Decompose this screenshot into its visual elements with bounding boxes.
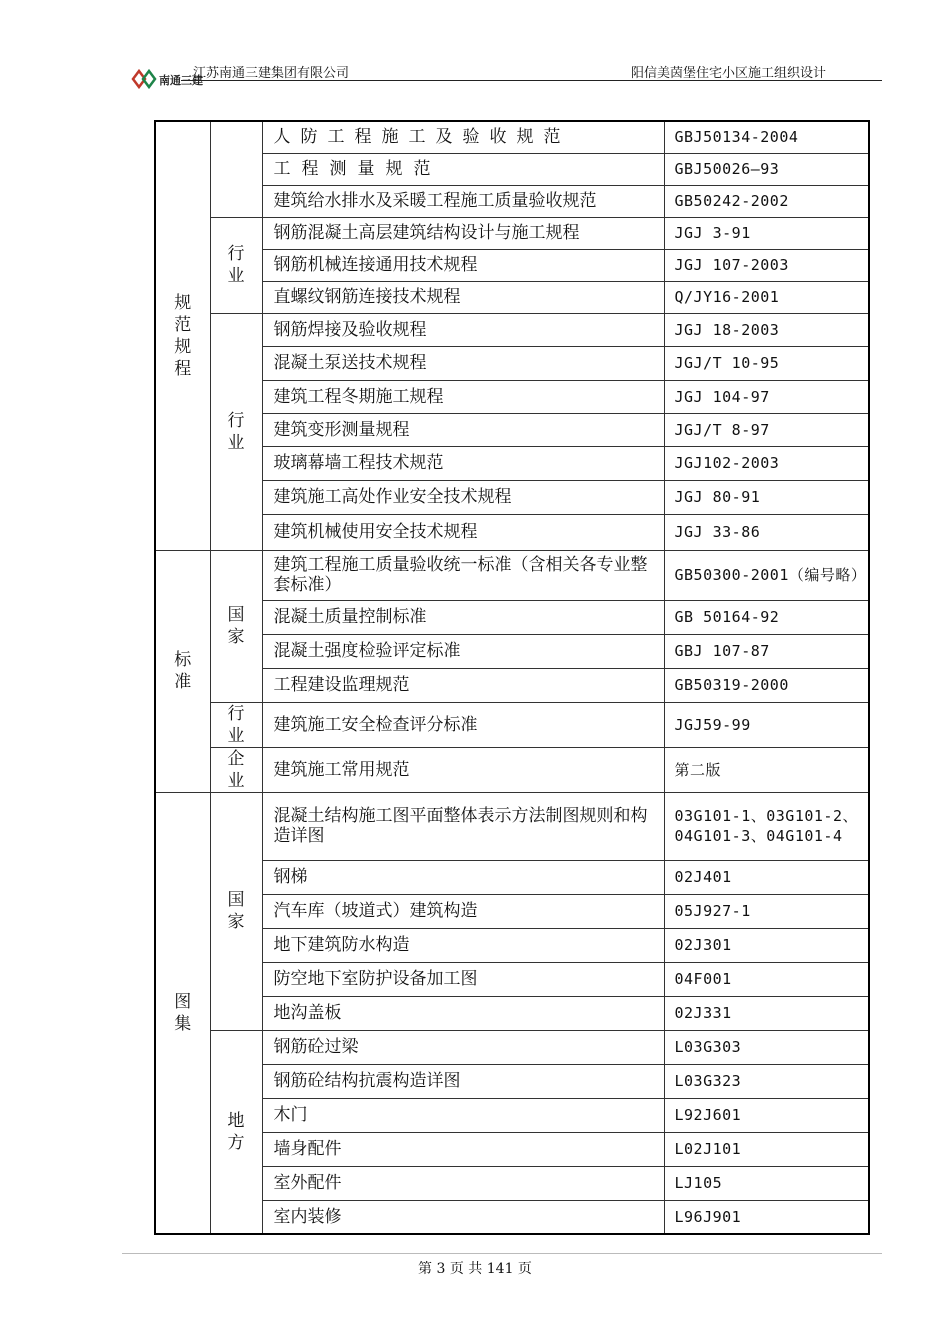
- standard-name: 建筑机械使用安全技术规程: [262, 514, 664, 550]
- subcategory-cell: 企业: [210, 747, 262, 792]
- subcategory-cell: 国家: [210, 550, 262, 702]
- standard-name: 建筑施工常用规范: [262, 747, 664, 792]
- standard-code: L03G323: [664, 1064, 869, 1098]
- subcategory-cell: 行业: [210, 217, 262, 313]
- svg-text:南通三建: 南通三建: [159, 74, 203, 87]
- standard-code: 第二版: [664, 747, 869, 792]
- standard-name: 工程测量规范: [262, 153, 664, 185]
- category-cell: 图集: [155, 792, 210, 1234]
- table-row: [155, 1166, 869, 1200]
- standard-name: 建筑工程冬期施工规程: [262, 380, 664, 413]
- standard-code: GBJ 107-87: [664, 634, 869, 668]
- standard-code: L96J901: [664, 1200, 869, 1234]
- standard-name: 钢筋机械连接通用技术规程: [262, 249, 664, 281]
- footer-divider: [122, 1253, 882, 1254]
- standard-code: LJ105: [664, 1166, 869, 1200]
- standard-code: 03G101-1、03G101-2、04G101-3、04G101-4: [664, 792, 869, 860]
- standard-name: 钢筋砼结构抗震构造详图: [262, 1064, 664, 1098]
- subcategory-cell: 国家: [210, 792, 262, 1030]
- standard-code: GB50300-2001（编号略）: [664, 550, 869, 600]
- page-header: [125, 60, 882, 87]
- table-row: [155, 1200, 869, 1234]
- table-row: [155, 514, 869, 550]
- standard-code: JGJ 104-97: [664, 380, 869, 413]
- table-row: [155, 792, 869, 860]
- standard-code: JGJ 80-91: [664, 480, 869, 514]
- standard-code: JGJ/T 8-97: [664, 413, 869, 446]
- standard-name: 玻璃幕墙工程技术规范: [262, 446, 664, 480]
- table-row: [155, 313, 869, 346]
- standard-code: L92J601: [664, 1098, 869, 1132]
- standard-name: 钢筋混凝土高层建筑结构设计与施工规程: [262, 217, 664, 249]
- subcategory-cell: [210, 121, 262, 217]
- standard-name: 建筑变形测量规程: [262, 413, 664, 446]
- table-row: [155, 281, 869, 313]
- standard-code: GB50242-2002: [664, 185, 869, 217]
- standard-name: 防空地下室防护设备加工图: [262, 962, 664, 996]
- subcategory-cell: 地方: [210, 1030, 262, 1234]
- table-row: [155, 962, 869, 996]
- table-row: [155, 153, 869, 185]
- standard-code: 04F001: [664, 962, 869, 996]
- standard-code: 02J401: [664, 860, 869, 894]
- table-row: [155, 634, 869, 668]
- standard-name: 钢筋焊接及验收规程: [262, 313, 664, 346]
- table-row: [155, 860, 869, 894]
- standard-code: GBJ50026—93: [664, 153, 869, 185]
- standard-code: GB 50164-92: [664, 600, 869, 634]
- standard-name: 墙身配件: [262, 1132, 664, 1166]
- standard-name: 人防工程施工及验收规范: [262, 121, 664, 153]
- standard-code: GBJ50134-2004: [664, 121, 869, 153]
- standard-code: JGJ59-99: [664, 702, 869, 747]
- standard-code: L03G303: [664, 1030, 869, 1064]
- header-project: 阳信美茵堡住宅小区施工组织设计: [630, 66, 826, 81]
- table-row: [155, 249, 869, 281]
- table-row: [155, 1098, 869, 1132]
- standard-code: JGJ102-2003: [664, 446, 869, 480]
- table-row: [155, 1064, 869, 1098]
- subcategory-cell: 行业: [210, 313, 262, 550]
- standard-name: 钢梯: [262, 860, 664, 894]
- standard-code: JGJ 3-91: [664, 217, 869, 249]
- table-row: [155, 996, 869, 1030]
- standard-code: JGJ 18-2003: [664, 313, 869, 346]
- table-row: [155, 702, 869, 747]
- table-row: [155, 600, 869, 634]
- standard-code: JGJ 107-2003: [664, 249, 869, 281]
- header-divider: [181, 80, 882, 81]
- standard-name: 木门: [262, 1098, 664, 1132]
- standard-code: GB50319-2000: [664, 668, 869, 702]
- standard-name: 地沟盖板: [262, 996, 664, 1030]
- table-row: [155, 446, 869, 480]
- table-row: [155, 380, 869, 413]
- standard-name: 混凝土强度检验评定标准: [262, 634, 664, 668]
- standards-table: [154, 120, 870, 1235]
- table-row: [155, 928, 869, 962]
- category-cell: 规范规程: [155, 121, 210, 550]
- header-company: 江苏南通三建集团有限公司: [193, 66, 350, 81]
- standard-name: 混凝土结构施工图平面整体表示方法制图规则和构造详图: [262, 792, 664, 860]
- table-row: [155, 894, 869, 928]
- standard-name: 直螺纹钢筋连接技术规程: [262, 281, 664, 313]
- standard-code: 02J301: [664, 928, 869, 962]
- table-row: [155, 185, 869, 217]
- category-cell: 标准: [155, 550, 210, 792]
- standard-code: 02J331: [664, 996, 869, 1030]
- table-row: [155, 217, 869, 249]
- page-number: 第 3 页 共 141 页: [418, 1261, 532, 1277]
- table-row: [155, 747, 869, 792]
- standard-name: 工程建设监理规范: [262, 668, 664, 702]
- table-row: [155, 480, 869, 514]
- standard-code: JGJ/T 10-95: [664, 346, 869, 380]
- standard-code: L02J101: [664, 1132, 869, 1166]
- table-row: [155, 1132, 869, 1166]
- standard-name: 室内装修: [262, 1200, 664, 1234]
- standard-code: JGJ 33-86: [664, 514, 869, 550]
- standard-name: 建筑施工高处作业安全技术规程: [262, 480, 664, 514]
- standard-name: 建筑工程施工质量验收统一标准（含相关各专业整套标准）: [262, 550, 664, 600]
- standard-name: 建筑施工安全检查评分标准: [262, 702, 664, 747]
- table-row: [155, 413, 869, 446]
- standard-name: 汽车库（坡道式）建筑构造: [262, 894, 664, 928]
- table-row: [155, 121, 869, 153]
- standard-name: 室外配件: [262, 1166, 664, 1200]
- standard-name: 地下建筑防水构造: [262, 928, 664, 962]
- standard-code: Q/JY16-2001: [664, 281, 869, 313]
- table-row: [155, 1030, 869, 1064]
- table-row: [155, 550, 869, 600]
- table-row: [155, 668, 869, 702]
- subcategory-cell: 行业: [210, 702, 262, 747]
- standard-code: 05J927-1: [664, 894, 869, 928]
- standard-name: 建筑给水排水及采暖工程施工质量验收规范: [262, 185, 664, 217]
- table-row: [155, 346, 869, 380]
- standard-name: 混凝土质量控制标准: [262, 600, 664, 634]
- standard-name: 钢筋砼过梁: [262, 1030, 664, 1064]
- standard-name: 混凝土泵送技术规程: [262, 346, 664, 380]
